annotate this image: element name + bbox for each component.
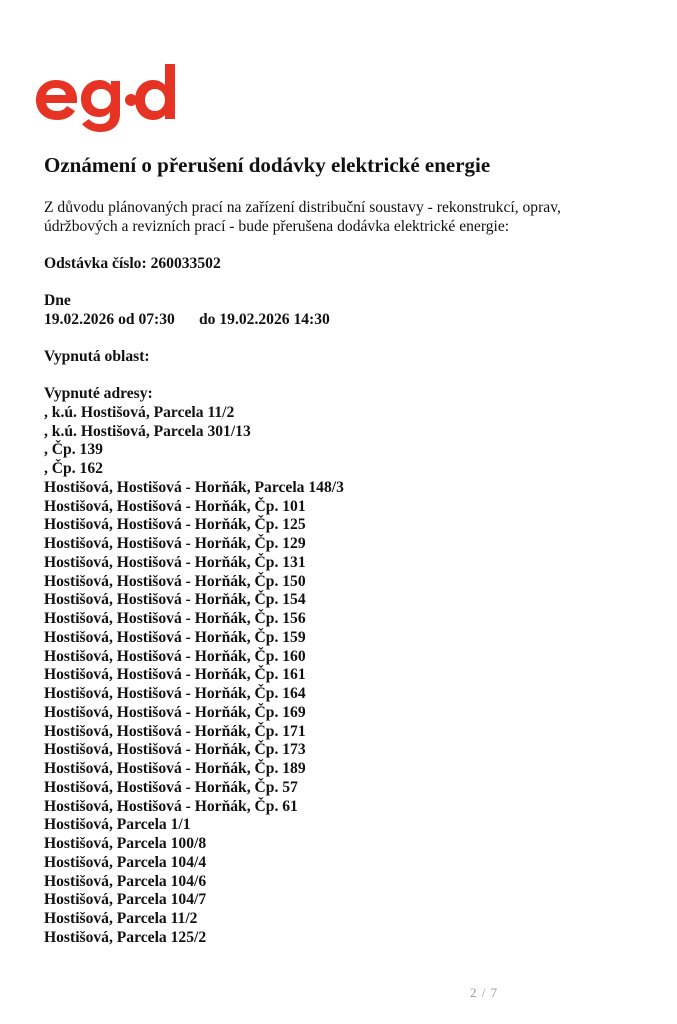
address-item: , Čp. 139 (44, 441, 103, 459)
address-item: Hostišová, Hostišová - Horňák, Čp. 173 (44, 741, 306, 759)
address-item: Hostišová, Hostišová - Horňák, Čp. 101 (44, 497, 306, 515)
addresses-label: Vypnuté adresy: (44, 385, 153, 402)
date-label: Dne (44, 292, 71, 309)
address-item: Hostišová, Parcela 104/7 (44, 891, 207, 909)
page-number: 2 / 7 (470, 985, 499, 1000)
address-item: Hostišová, Hostišová - Horňák, Čp. 61 (44, 797, 298, 815)
address-item: Hostišová, Hostišová - Horňák, Čp. 129 (44, 535, 306, 552)
date-block (44, 292, 330, 330)
address-item: Hostišová, Hostišová - Horňák, Čp. 189 (44, 760, 306, 777)
address-item: Hostišová, Parcela 125/2 (44, 928, 207, 946)
area-label: Vypnutá oblast: (44, 348, 150, 365)
address-item: Hostišová, Hostišová - Horňák, Čp. 161 (44, 666, 306, 684)
page-title: Oznámení o přerušení dodávky elektrické energie (44, 153, 491, 177)
address-item: Hostišová, Parcela 104/6 (44, 872, 207, 890)
address-item: , k.ú. Hostišová, Parcela 301/13 (44, 422, 251, 440)
address-item: Hostišová, Hostišová - Horňák, Čp. 125 (44, 516, 306, 534)
date-range (44, 311, 330, 330)
date-to: do 19.02.2026 14:30 (199, 310, 330, 328)
date-from: 19.02.2026 od 07:30 (44, 310, 175, 328)
address-item: Hostišová, Hostišová - Horňák, Čp. 131 (44, 553, 306, 571)
address-item: , k.ú. Hostišová, Parcela 11/2 (44, 403, 235, 421)
address-item: Hostišová, Hostišová - Horňák, Čp. 164 (44, 685, 306, 702)
address-item: Hostišová, Hostišová - Horňák, Parcela 148/3 (44, 478, 344, 496)
address-list (44, 404, 344, 948)
address-item: Hostišová, Hostišová - Horňák, Čp. 171 (44, 722, 306, 740)
intro-paragraph (44, 199, 644, 237)
intro-line: údržbových a revizních prací - bude přerušena dodávka elektrické energie: (44, 217, 510, 235)
egd-logo (34, 58, 176, 132)
address-item: Hostišová, Parcela 100/8 (44, 835, 207, 852)
address-item: Hostišová, Hostišová - Horňák, Čp. 57 (44, 778, 298, 796)
addresses-section (44, 385, 344, 948)
address-item: Hostišová, Hostišová - Horňák, Čp. 154 (44, 591, 306, 609)
egd-logo-icon (34, 58, 176, 132)
address-item: Hostišová, Hostišová - Horňák, Čp. 156 (44, 610, 306, 627)
address-item: Hostišová, Hostišová - Horňák, Čp. 159 (44, 628, 306, 646)
address-item: Hostišová, Hostišová - Horňák, Čp. 160 (44, 647, 306, 665)
address-item: Hostišová, Parcela 104/4 (44, 853, 207, 871)
address-item: Hostišová, Hostišová - Horňák, Čp. 150 (44, 572, 306, 590)
outage-number: Odstávka číslo: 260033502 (44, 255, 221, 272)
address-item: , Čp. 162 (44, 460, 103, 477)
address-item: Hostišová, Hostišová - Horňák, Čp. 169 (44, 703, 306, 721)
address-item: Hostišová, Parcela 1/1 (44, 816, 191, 834)
address-item: Hostišová, Parcela 11/2 (44, 910, 198, 927)
intro-line: Z důvodu plánovaných prací na zařízení distribuční soustavy - rekonstrukcí, oprav, (44, 199, 561, 216)
